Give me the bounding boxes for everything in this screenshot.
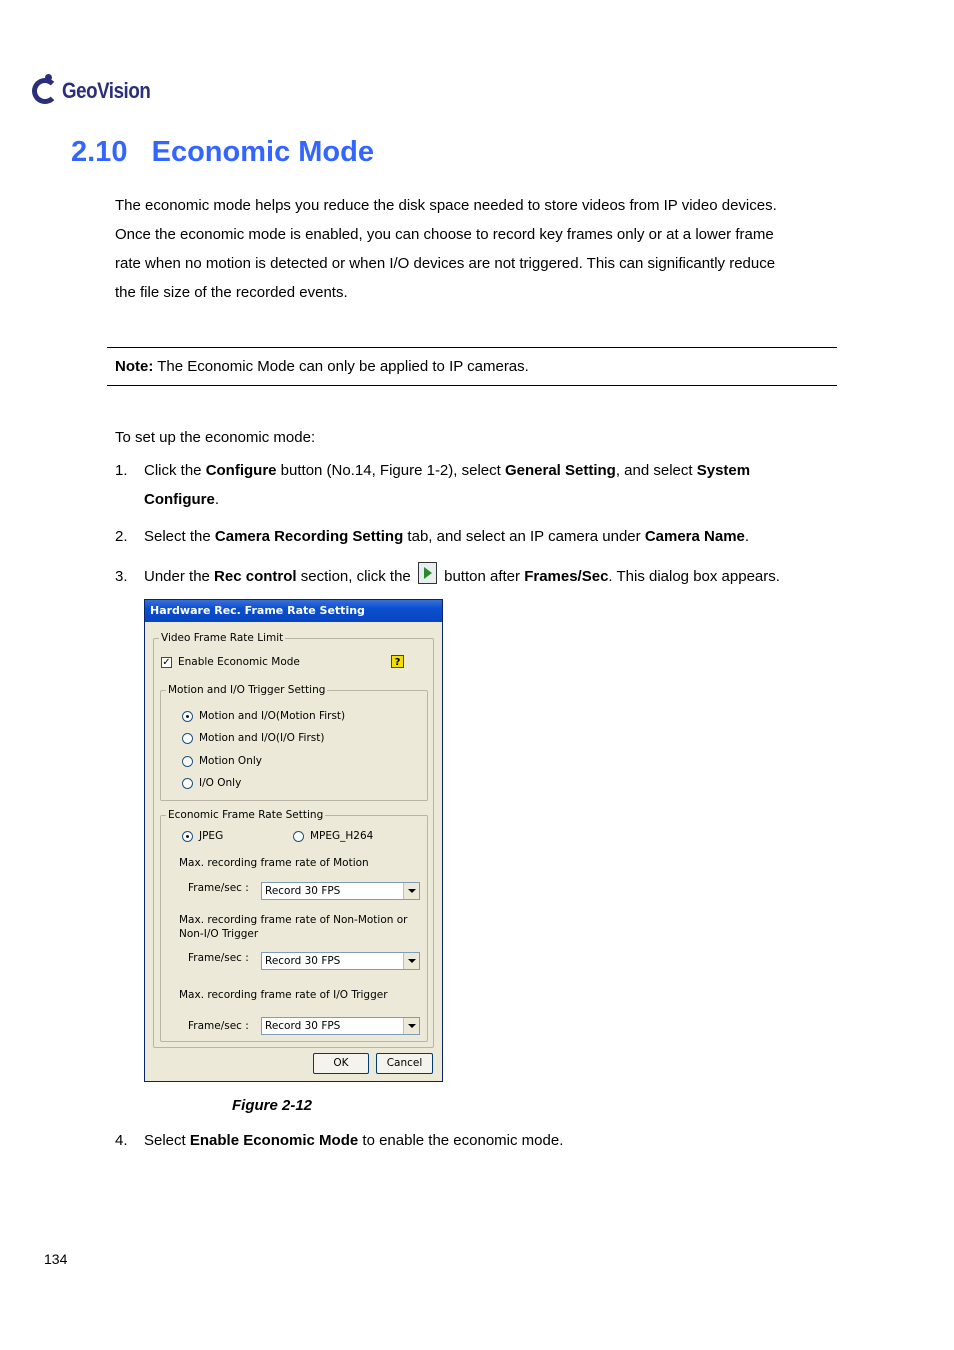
select-value: Record 30 FPS	[265, 885, 341, 897]
section-heading	[71, 136, 374, 169]
logo-text: GeoVision	[62, 78, 151, 103]
step-text: button (No.14, Figure 1-2), select	[276, 462, 505, 479]
select-value: Record 30 FPS	[265, 955, 341, 967]
step-text: , and select	[615, 462, 697, 479]
step-bold: System	[696, 462, 751, 479]
step-bold: Camera Recording Setting	[214, 528, 404, 545]
dialog-title: Hardware Rec. Frame Rate Setting	[145, 600, 442, 622]
step-text: . This dialog box appears.	[608, 568, 780, 585]
radio-icon[interactable]	[182, 733, 193, 744]
motion-fps-select[interactable]	[261, 882, 420, 900]
radio-jpeg[interactable]	[182, 830, 223, 843]
step-bold: General Setting	[504, 462, 616, 479]
chevron-down-icon[interactable]	[403, 883, 419, 899]
radio-label: I/O Only	[199, 777, 242, 789]
motion-rate-label: Max. recording frame rate of Motion	[179, 857, 369, 869]
intro-line: the file size of the recorded events.	[115, 284, 348, 301]
radio-selected-icon[interactable]	[182, 711, 193, 722]
step-text: Click the	[144, 462, 206, 479]
step-bold: Camera Name	[644, 528, 745, 545]
ok-button[interactable]: OK	[313, 1053, 369, 1074]
radio-label: JPEG	[199, 830, 224, 842]
nonmotion-fps-select[interactable]	[261, 952, 420, 970]
step-text: .	[744, 528, 750, 545]
step-number: 2.	[115, 528, 128, 545]
intro-paragraph	[115, 191, 835, 307]
nonmotion-rate-label: Max. recording frame rate of Non-Motion or	[179, 914, 408, 926]
section-title: Economic Mode	[151, 136, 374, 168]
io-rate-label: Max. recording frame rate of I/O Trigger	[179, 989, 388, 1001]
select-value: Record 30 FPS	[265, 1020, 341, 1032]
group-label: Video Frame Rate Limit	[161, 632, 284, 644]
frame-sec-label: Frame/sec :	[188, 882, 249, 894]
setup-intro: To set up the economic mode:	[115, 429, 316, 446]
step-text: section, click the	[296, 568, 415, 585]
group-label: Economic Frame Rate Setting	[168, 809, 324, 821]
step-4	[115, 1126, 835, 1155]
radio-icon[interactable]	[293, 831, 304, 842]
checkbox-label: Enable Economic Mode	[178, 656, 300, 668]
note-text	[115, 358, 529, 375]
frame-rate-dialog	[144, 599, 443, 1082]
intro-line: The economic mode helps you reduce the disk space needed to store videos from IP video devices.	[115, 197, 777, 214]
radio-label: Motion Only	[199, 755, 262, 767]
radio-icon[interactable]	[182, 756, 193, 767]
frame-sec-label: Frame/sec :	[188, 1020, 249, 1032]
step-1	[115, 456, 835, 514]
cancel-button[interactable]: Cancel	[376, 1053, 433, 1074]
checkbox-check-icon[interactable]: ✓	[162, 657, 171, 668]
logo-mark-icon	[32, 78, 58, 104]
frame-sec-label: Frame/sec :	[188, 952, 249, 964]
step-text: tab, and select an IP camera under	[403, 528, 645, 545]
radio-mpeg-h264[interactable]	[293, 830, 373, 843]
step-text: Under the	[144, 568, 215, 585]
step-text: .	[214, 491, 219, 508]
step-text: button after	[439, 568, 525, 585]
page-number: 134	[44, 1251, 68, 1267]
enable-economic-mode-checkbox[interactable]	[161, 656, 300, 669]
step-bold: Enable Economic Mode	[189, 1132, 359, 1149]
step-bold: Frames/Sec	[524, 568, 609, 585]
radio-motion-first[interactable]	[182, 710, 345, 723]
step-bold: Rec control	[214, 568, 297, 585]
note-body: The Economic Mode can only be applied to IP cameras.	[153, 358, 529, 375]
chevron-down-icon[interactable]	[403, 953, 419, 969]
chevron-down-icon[interactable]	[403, 1018, 419, 1034]
radio-io-only[interactable]	[182, 777, 241, 790]
step-2	[115, 522, 835, 551]
step-number: 3.	[115, 568, 128, 585]
note-label: Note:	[115, 358, 154, 375]
figure-caption: Figure 2-12	[232, 1097, 313, 1114]
radio-motion-only[interactable]	[182, 755, 262, 768]
step-text: to enable the economic mode.	[358, 1132, 564, 1149]
geovision-logo	[32, 74, 166, 108]
radio-label: Motion and I/O(Motion First)	[199, 710, 346, 722]
radio-label: Motion and I/O(I/O First)	[199, 732, 325, 744]
step-bold: Configure	[144, 491, 215, 508]
nonmotion-rate-label-2: Non-I/O Trigger	[179, 928, 259, 940]
help-icon[interactable]: ?	[391, 655, 404, 668]
step-text: Select the	[144, 528, 215, 545]
play-arrow-icon	[418, 562, 437, 584]
radio-icon[interactable]	[182, 778, 193, 789]
group-label: Motion and I/O Trigger Setting	[168, 684, 326, 696]
step-text: Select	[144, 1132, 190, 1149]
radio-selected-icon[interactable]	[182, 831, 193, 842]
intro-line: Once the economic mode is enabled, you can choose to record key frames only or at a lower frame	[115, 226, 774, 243]
note-box	[107, 347, 837, 386]
step-bold: Configure	[205, 462, 277, 479]
step-3	[115, 562, 835, 591]
section-number: 2.10	[71, 136, 128, 168]
radio-io-first[interactable]	[182, 732, 324, 745]
radio-label: MPEG_H264	[310, 830, 374, 842]
io-fps-select[interactable]	[261, 1017, 420, 1035]
step-number: 1.	[115, 462, 128, 479]
intro-line: rate when no motion is detected or when I/O devices are not triggered. This can significantly reduce	[115, 255, 776, 272]
step-number: 4.	[115, 1132, 128, 1149]
